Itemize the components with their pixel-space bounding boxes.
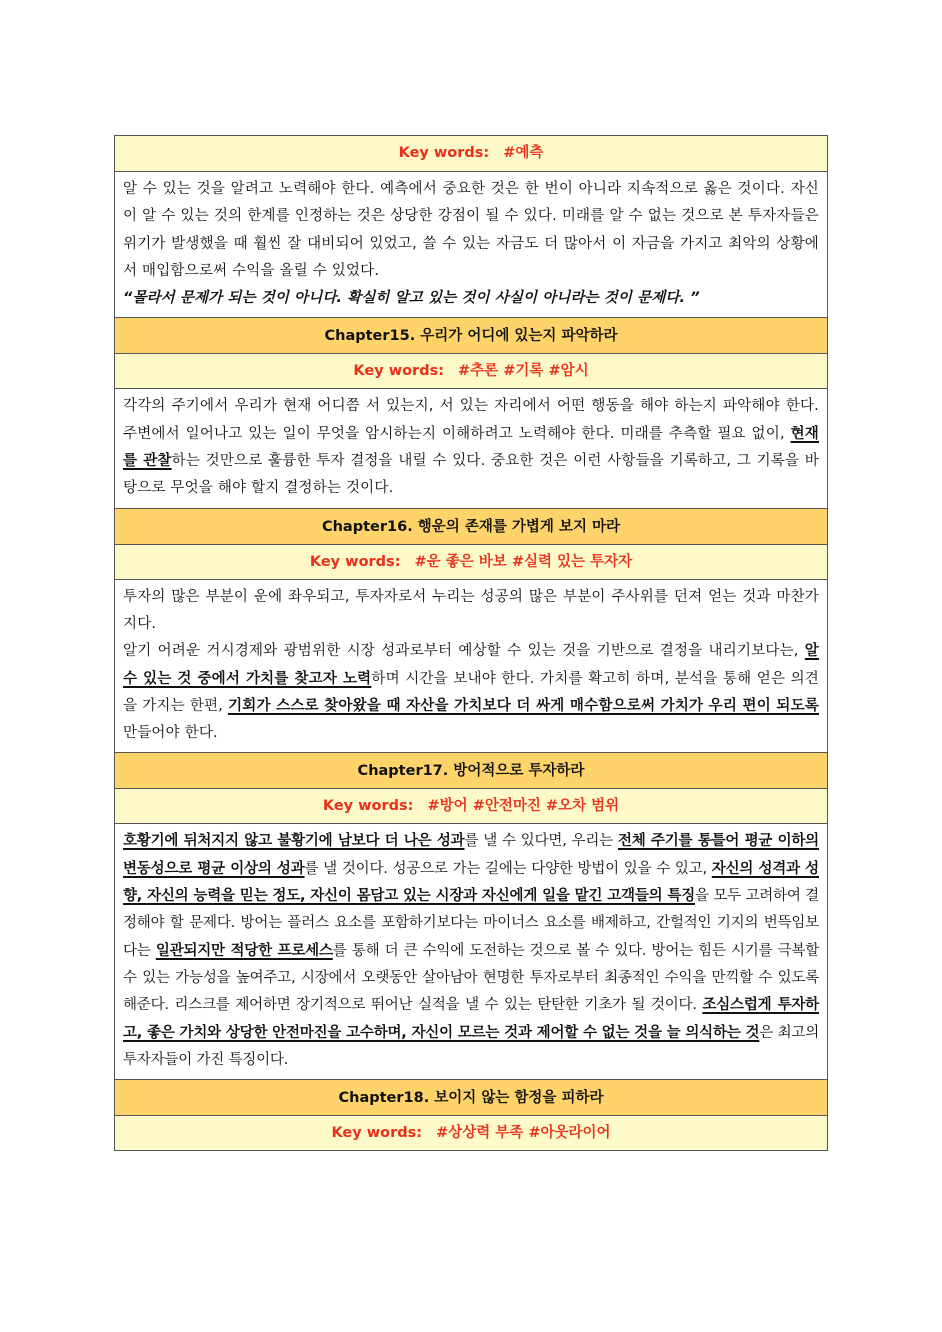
paragraph-text: 를 통해 더 큰 수익에 도전하는 것으로 볼 수 있다. 방어는 힘든 시기를 극복할 수 있는 가능성을 높여주고, 시장에서 오랫동안 살아남아 현명한 투자로부터 최종적인 수익을 만끽할 수 있도록 해준다. 리스크를 제어하면 장기적으로 뛰어난 실적을 낼 수 있는 탄탄한 기초가 될 것이다. <box>123 942 820 1014</box>
keywords-label: Key words: <box>331 1125 423 1142</box>
paragraph-text: 하며 시간을 보내야 한다. 가치를 확고히 하며, 분석을 통해 얻은 의견을 가지는 한편, <box>123 670 820 714</box>
summary-paragraph <box>115 171 827 317</box>
key-quote: “몰라서 문제가 되는 것이 아니다. 확실히 알고 있는 것이 사실이 아니라는 것이 문제다. ” <box>123 290 700 307</box>
keywords-label: Key words: <box>322 798 414 815</box>
paragraph-text: 를 낼 수 있다면, 우리는 <box>464 833 618 850</box>
summary-paragraph <box>115 579 827 753</box>
chapter-title: Chapter15. 우리가 어디에 있는지 파악하라 <box>115 317 827 353</box>
paragraph-text: 투자의 많은 부분이 운에 좌우되고, 투자자로서 누리는 성공의 많은 부분이 주사위를 던져 얻는 것과 마찬가지다. <box>123 588 819 632</box>
highlighted-phrase: 전체 주기를 통틀어 평균 이하의 변동성으로 평균 이상의 성과 <box>123 833 819 877</box>
keywords-row <box>115 544 827 579</box>
keywords-row <box>115 136 827 171</box>
paragraph-text: 을 모두 고려하여 결정해야 할 문제다. 방어는 플러스 요소를 포함하기보다는 마이너스 요소를 배제하고, 간헐적인 기지의 번뜩임보다는 <box>123 888 819 959</box>
keywords-row <box>115 353 827 388</box>
summary-paragraph <box>115 823 827 1079</box>
paragraph-text: 은 최고의 투자자들이 가진 특징이다. <box>123 1024 819 1068</box>
highlighted-phrase: 기회가 스스로 찾아왔을 때 자산을 가치보다 더 싸게 매수함으로써 가치가 우리 편이 되도록 <box>228 697 819 714</box>
highlighted-phrase: 호황기에 뒤처지지 않고 불황기에 남보다 더 나은 성과 <box>123 833 465 850</box>
paragraph-text: 만들어야 한다. <box>123 725 218 742</box>
keywords-label: Key words: <box>353 363 445 380</box>
chapter-title: Chapter16. 행운의 존재를 가볍게 보지 마라 <box>115 508 827 544</box>
highlighted-phrase: 조심스럽게 투자하고, 좋은 가치와 상당한 안전마진을 고수하며, 자신이 모르는 것과 제어할 수 없는 것을 늘 의식하는 것 <box>123 997 819 1041</box>
keywords-tags: #추론 #기록 #암시 <box>458 363 589 380</box>
keywords-tags: #운 좋은 바보 #실력 있는 투자자 <box>414 553 633 570</box>
summary-paragraph <box>115 388 827 507</box>
paragraph-text: 를 낼 것이다. 성공으로 가는 길에는 다양한 방법이 있을 수 있고, <box>304 860 712 877</box>
highlighted-phrase: 일관되지만 적당한 프로세스 <box>155 942 333 959</box>
keywords-row <box>115 1115 827 1150</box>
keywords-tags: #상상력 부족 #아웃라이어 <box>436 1125 611 1142</box>
highlighted-phrase: 현재를 관찰 <box>123 425 819 470</box>
paragraph-text: 각각의 주기에서 우리가 현재 어디쯤 서 있는지, 서 있는 자리에서 어떤 행동을 해야 하는지 파악해야 한다. 주변에서 일어나고 있는 일이 무엇을 암시하는지 이해하려고 노력해야 한다. 미래를 추측할 필요 없이, <box>123 398 819 442</box>
highlighted-phrase: 자신의 성격과 성향, 자신의 능력을 믿는 정도, 자신이 몸담고 있는 시장과 자신에게 일을 맡긴 고객들의 특징 <box>123 860 819 905</box>
chapter-title: Chapter17. 방어적으로 투자하라 <box>115 752 827 788</box>
keywords-tags: #방어 #안전마진 #오차 범위 <box>427 798 620 815</box>
keywords-label: Key words: <box>309 553 401 570</box>
keywords-label: Key words: <box>398 145 490 161</box>
summary-table <box>114 135 828 1151</box>
paragraph-text: 하는 것만으로 훌륭한 투자 결정을 내릴 수 있다. 중요한 것은 이런 사항들을 기록하고, 그 기록을 바탕으로 무엇을 해야 할지 결정하는 것이다. <box>123 453 819 497</box>
paragraph-text: 알기 어려운 거시경제와 광범위한 시장 성과로부터 예상할 수 있는 것을 기반으로 결정을 내리기보다는, <box>123 643 805 660</box>
chapter-title: Chapter18. 보이지 않는 함정을 피하라 <box>115 1079 827 1115</box>
keywords-tags: #예측 <box>503 145 544 161</box>
paragraph-text: 알 수 있는 것을 알려고 노력해야 한다. 예측에서 중요한 것은 한 번이 아니라 지속적으로 옳은 것이다. 자신이 알 수 있는 것의 한계를 인정하는 것은 상당한 강점이 될 수 있다. 미래를 알 수 없는 것으로 본 투자자들은 위기가 발생했을 때 훨씬 잘 대비되어 있었고, 쓸 수 있는 자금도 더 많아서 이 자금을 가지고 최악의 상황에서 매입함으로써 수익을 올릴 수 있었다. <box>123 181 819 279</box>
keywords-row <box>115 788 827 823</box>
highlighted-phrase: 알 수 있는 것 중에서 가치를 찾고자 노력 <box>123 643 819 687</box>
